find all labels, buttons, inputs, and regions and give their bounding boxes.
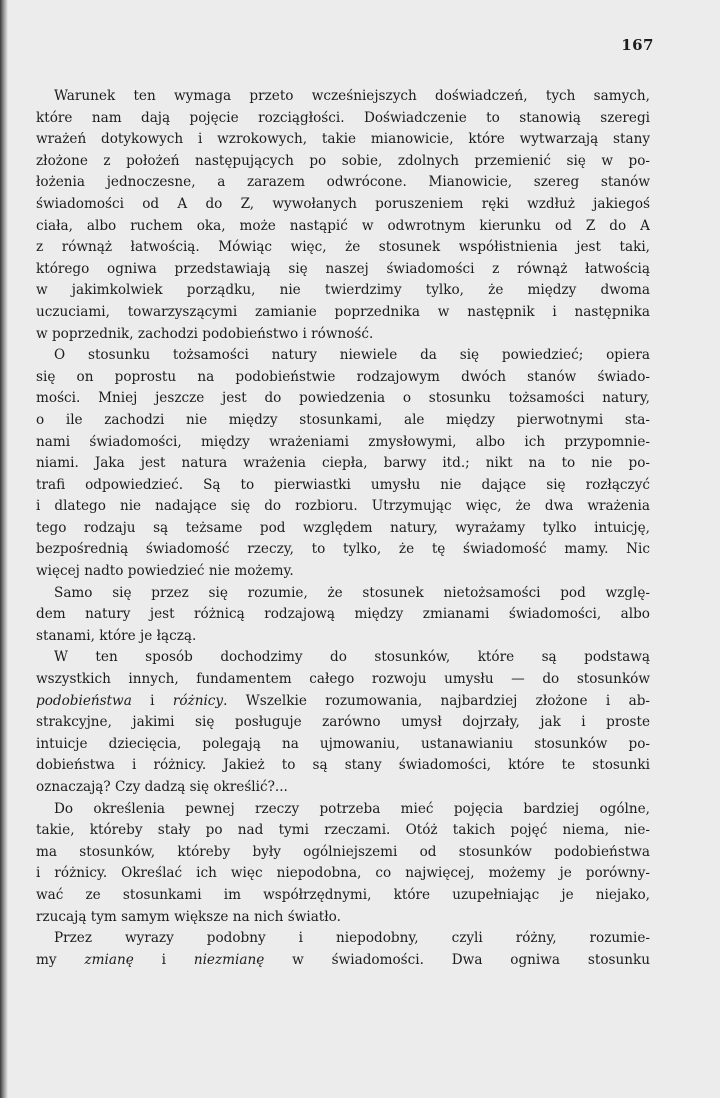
- text-line: dobieństwa i różnicy. Jakież to są stany świadomości, które te stosunki: [36, 757, 650, 774]
- text-line: które nam dają pojęcie rozciągłości. Doświadczenie to stanowią szeregi: [36, 109, 650, 126]
- text-line: strakcyjne, jakimi się posługuje zarówno umysł dojrzały, jak i proste: [36, 714, 650, 731]
- italic-term: różnicy: [172, 692, 224, 709]
- paragraph: [36, 799, 650, 929]
- binding-shadow: [0, 0, 8, 1098]
- text-line: W ten sposób dochodzimy do stosunków, które są podstawą: [54, 649, 650, 666]
- text-line: Przez wyrazy podobny i niepodobny, czyli różny, rozumie-: [54, 930, 650, 947]
- body-text: [36, 86, 650, 971]
- italic-term: niezmianę: [193, 951, 265, 968]
- text-line: ma stosunków, któreby były ogólniejszemi od stosunków podobieństwa: [36, 843, 650, 860]
- text-line: mości. Mniej jeszcze jest do powiedzenia o stosunku tożsamości natury,: [36, 390, 650, 407]
- text-line: się on poprostu na podobieństwie rodzajowym dwóch stanów świado-: [36, 368, 650, 385]
- page-number: 167: [621, 36, 654, 54]
- text-run: . Wszelkie rozumowania, najbardziej złożone i ab-: [223, 692, 650, 709]
- text-line: Do określenia pewnej rzeczy potrzeba mieć pojęcia bardziej ogólne,: [54, 800, 650, 817]
- text-line: oznaczają? Czy dadzą się określić?...: [36, 779, 288, 795]
- text-line: Samo się przez się rozumie, że stosunek nietożsamości pod wzglę-: [54, 584, 650, 601]
- text-line: z równąż łatwością. Mówiąc więc, że stosunek współistnienia jest taki,: [36, 239, 650, 256]
- text-line: [36, 691, 650, 713]
- text-line: w poprzednik, zachodzi podobieństwo i równość.: [36, 325, 374, 342]
- text-line: takie, któreby stały po nad tymi rzeczami. Otóż takich pojęć niema, nie-: [36, 822, 650, 839]
- text-line: trafi odpowiedzieć. Są to pierwiastki umysłu nie dające się rozłączyć: [36, 476, 650, 493]
- text-line: wrażeń dotykowych i wzrokowych, takie mianowicie, które wytwarzają stany: [36, 131, 650, 148]
- text-line: niami. Jaka jest natura wrażenia ciepła, barwy itd.; nikt na to nie po-: [36, 455, 650, 472]
- text-line: dem natury jest różnicą rodzajową między zmianami świadomości, albo: [36, 606, 650, 623]
- text-line: wać ze stosunkami im współrzędnymi, które uzupełniając je niejako,: [36, 886, 650, 903]
- paragraph: [36, 345, 650, 583]
- text-line: którego ogniwa przedstawiają się naszej świadomości z równąż łatwością: [36, 260, 650, 277]
- text-line: łożenia jednoczesne, a zarazem odwrócone. Mianowicie, szereg stanów: [36, 174, 650, 191]
- text-line: wszystkich innych, fundamentem całego rozwoju umysłu — do stosunków: [36, 671, 650, 688]
- text-line: bezpośrednią świadomość rzeczy, to tylko, że tę świadomość mamy. Nic: [36, 541, 650, 558]
- text-line: świadomości od A do Z, wywołanych poruszeniem ręki wzdłuż jakiegoś: [36, 195, 650, 212]
- text-line: ciała, albo ruchem oka, może nastąpić w odwrotnym kierunku od Z do A: [36, 217, 650, 234]
- paragraph: [36, 583, 650, 648]
- text-line: tego rodzaju są teżsame pod względem natury, wyrażamy tylko intuicję,: [36, 519, 650, 536]
- text-run: w świadomości. Dwa ogniwa stosunku: [264, 951, 650, 968]
- text-line: i różnicy. Określać ich więc niepodobna, co najwięcej, możemy je porówny-: [36, 865, 650, 882]
- text-line: więcej nadto powiedzieć nie możemy.: [36, 563, 294, 580]
- paragraph: [36, 86, 650, 345]
- text-line: intuicje dziecięcia, polegają na ujmowaniu, ustanawianiu stosunków po-: [36, 735, 650, 752]
- italic-term: podobieństwa: [36, 692, 132, 709]
- text-line: nami świadomości, między wrażeniami zmysłowymi, albo ich przypomnie-: [36, 433, 650, 450]
- text-run: my: [36, 951, 85, 968]
- text-line: stanami, które je łączą.: [36, 627, 197, 644]
- text-line: i dlatego nie nadające się do rozbioru. Utrzymując więc, że dwa wrażenia: [36, 498, 650, 515]
- text-line: w jakimkolwiek porządku, nie twierdzimy tylko, że między dwoma: [36, 282, 650, 299]
- italic-term: zmianę: [84, 951, 134, 968]
- paragraph: [36, 928, 650, 971]
- text-line: złożone z położeń następujących po sobie, zdolnych przemienić się w po-: [36, 152, 650, 169]
- text-line: [36, 950, 650, 972]
- text-line: Warunek ten wymaga przeto wcześniejszych doświadczeń, tych samych,: [54, 88, 650, 104]
- text-line: rzucają tym samym większe na nich światło.: [36, 908, 341, 925]
- text-line: uczuciami, towarzyszącymi zamianie poprzednika w następnik i następnika: [36, 303, 650, 320]
- text-line: o ile zachodzi nie między stosunkami, ale między pierwotnymi sta-: [36, 411, 650, 428]
- paragraph: [36, 647, 650, 798]
- text-run: i: [133, 951, 194, 968]
- text-run: i: [131, 692, 173, 709]
- text-line: O stosunku tożsamości natury niewiele da się powiedzieć; opiera: [54, 347, 650, 364]
